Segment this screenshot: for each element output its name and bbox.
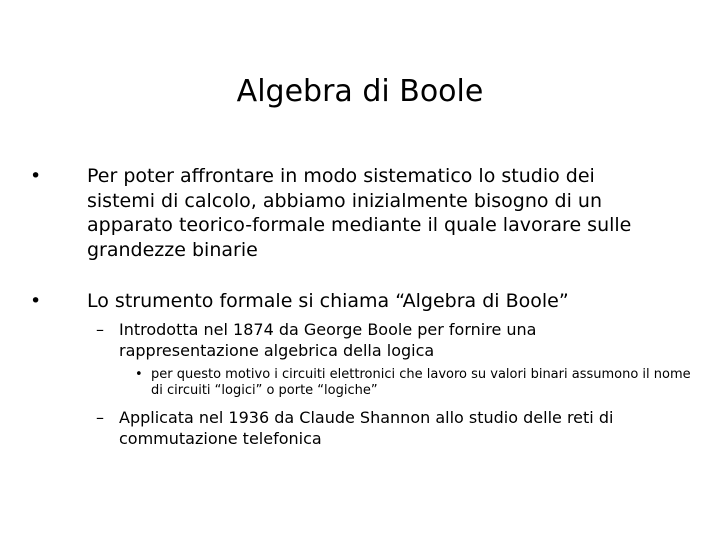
sub-bullet-text: Introdotta nel 1874 da George Boole per fornire una rappresentazione algebrica della logica [119,320,537,360]
sub-sub-bullet-text: per questo motivo i circuiti elettronici che lavoro su valori binari assumono il nome di circuiti “logici” o porte “logiche” [151,367,691,398]
bullet-marker: • [30,290,42,312]
sub-bullet-text: Applicata nel 1936 da Claude Shannon allo studio delle reti di commutazione telefonica [119,408,614,448]
sub-sub-bullet-marker: • [135,367,143,382]
sub-bullet-marker: – [96,320,104,339]
sub-bullet-marker: – [96,408,104,427]
bullet-text: Lo strumento formale si chiama “Algebra di Boole” [87,290,569,312]
bullet-text: Per poter affrontare in modo sistematico lo studio dei sistemi di calcolo, abbiamo inizialmente bisogno di un apparato teorico-formale mediante il quale lavorare sulle grandezze binarie [87,165,632,261]
slide-title: Algebra di Boole [236,74,484,109]
bullet-marker: • [30,165,42,187]
